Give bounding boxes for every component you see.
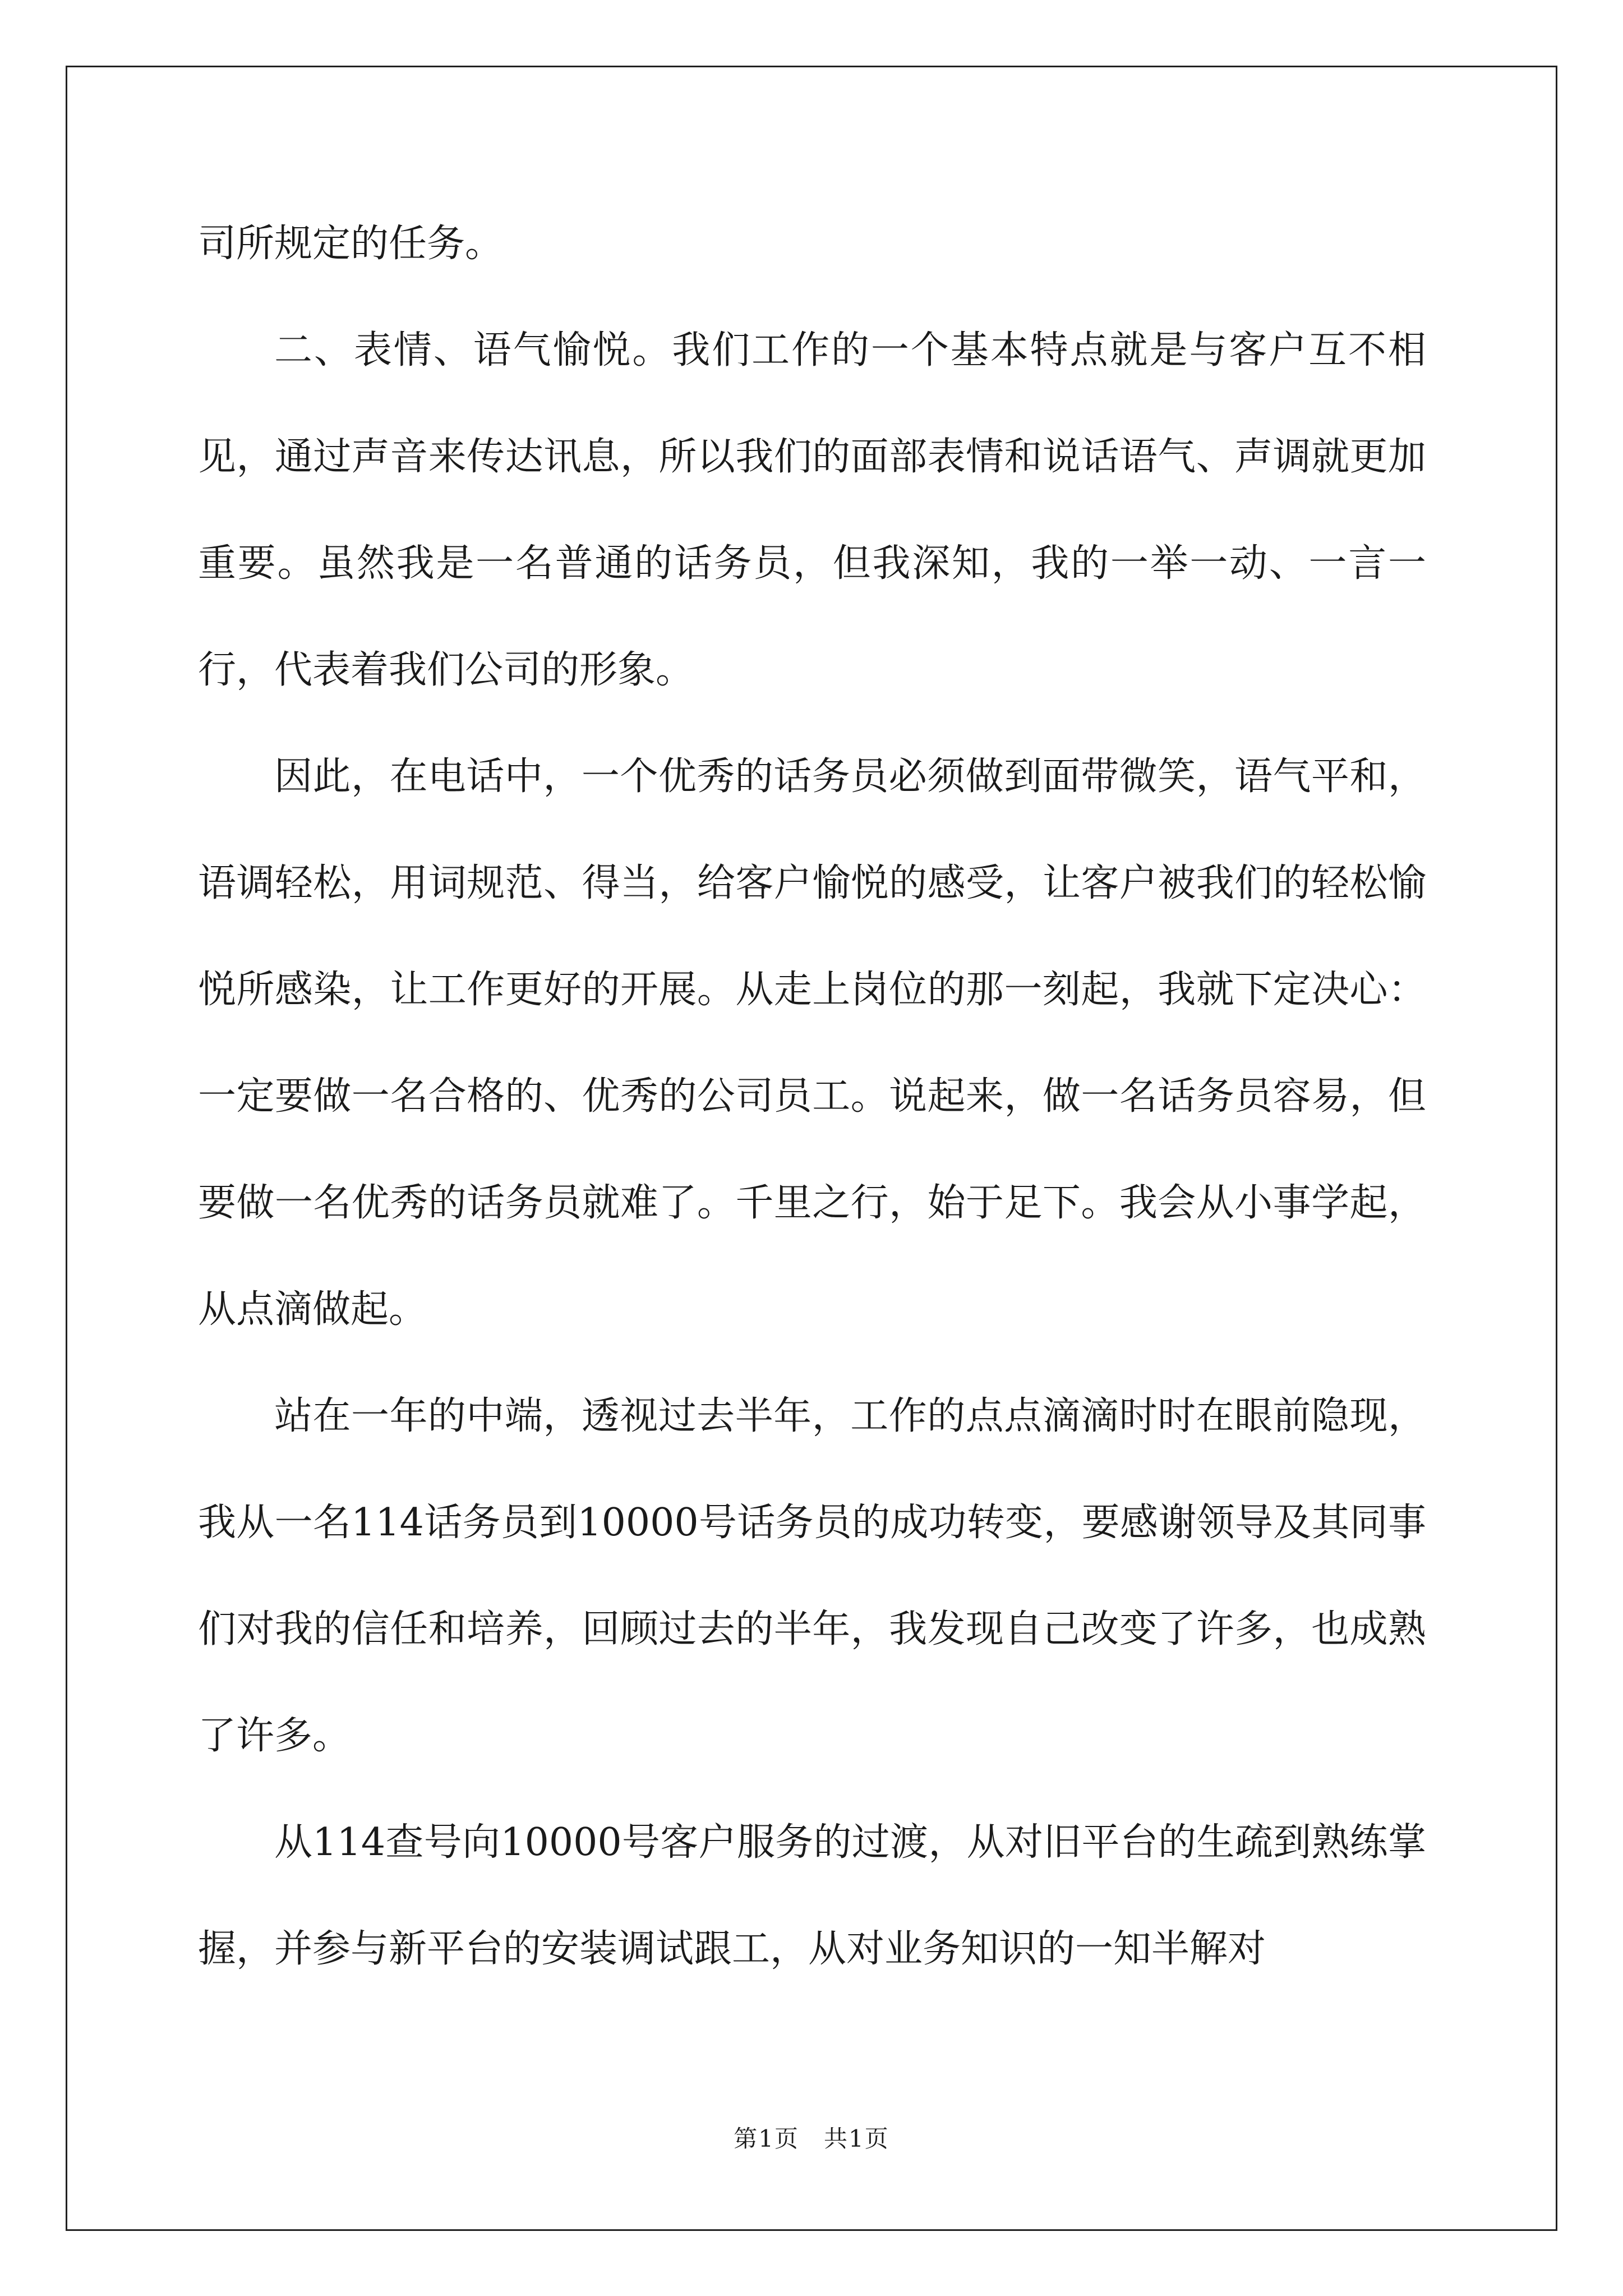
- paragraph-5: 从114查号向10000号客户服务的过渡，从对旧平台的生疏到熟练掌握，并参与新平台的安装调试跟工，从对业务知识的一知半解对: [198, 1820, 1426, 1971]
- paragraph-3: 因此，在电话中，一个优秀的话务员必须做到面带微笑，语气平和，语调轻松，用词规范、得当，给客户愉悦的感受，让客户被我们的轻松愉悦所感染，让工作更好的开展。从走上岗位的那一刻起，我就下定决心：一定要做一名合格的、优秀的公司员工。说起来，做一名话务员容易，但要做一名优秀的话务员就难了。千里之行，始于足下。我会从小事学起，从点滴做起。: [198, 754, 1426, 1332]
- document-body: [198, 191, 1426, 2003]
- paragraph-1: 司所规定的任务。: [198, 222, 504, 266]
- paragraph-4: 站在一年的中端，透视过去半年，工作的点点滴滴时时在眼前隐现，我从一名114话务员到10000号话务员的成功转变，要感谢领导及其同事们对我的信任和培养，回顾过去的半年，我发现自己改变了许多，也成熟了许多。: [198, 1394, 1426, 1758]
- paragraph-2: 二、表情、语气愉悦。我们工作的一个基本特点就是与客户互不相见，通过声音来传达讯息，所以我们的面部表情和说话语气、声调就更加重要。虽然我是一名普通的话务员，但我深知，我的一举一动、一言一行，代表着我们公司的形象。: [198, 328, 1426, 692]
- page-number-footer: 第1页 共1页: [734, 2125, 889, 2152]
